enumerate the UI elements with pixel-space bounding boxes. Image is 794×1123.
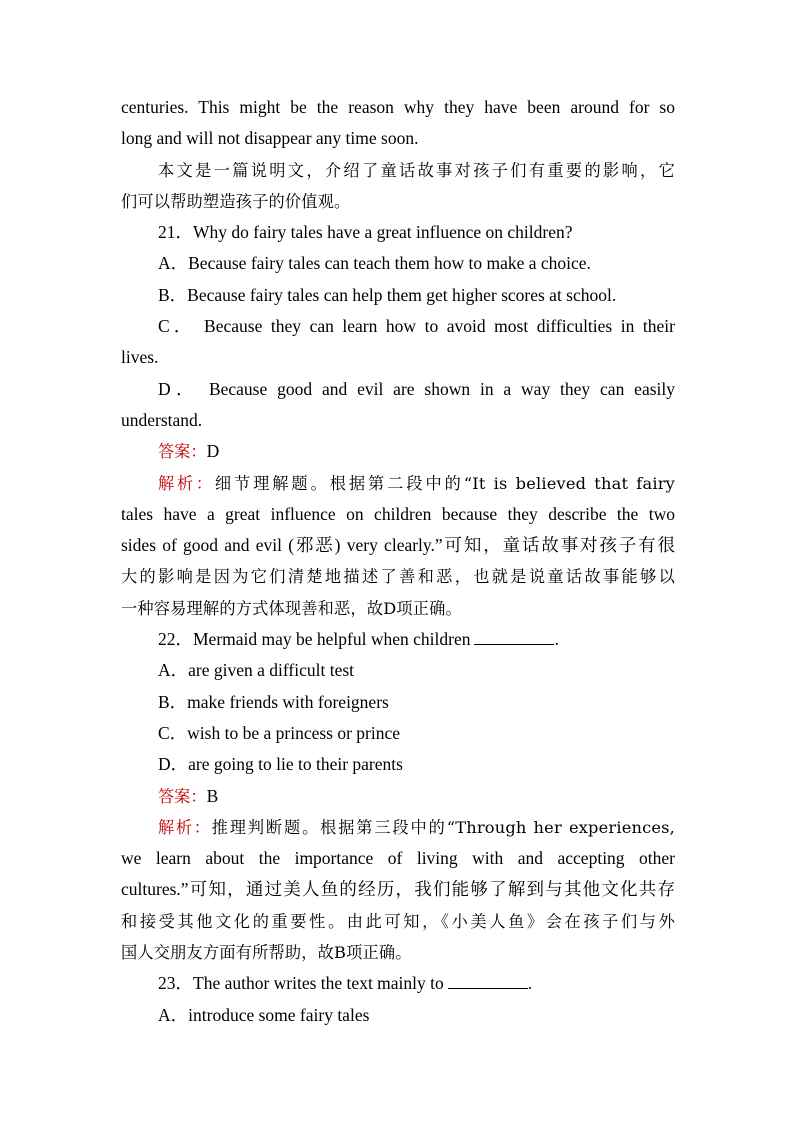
- q21-option-a: A．Because fairy tales can teach them how to make a choice.: [158, 253, 591, 274]
- q22-option-d: D．are going to lie to their parents: [158, 754, 403, 775]
- q21-analysis: [121, 468, 675, 499]
- summary-line: 们可以帮助塑造孩子的价值观。: [121, 191, 351, 211]
- stem-text: 22．Mermaid may be helpful when children: [158, 629, 471, 650]
- analysis-text: 细节理解题。根据第二段中的“It is believed that fairy: [214, 473, 675, 493]
- question-23-stem: [121, 968, 675, 999]
- q21-option-d-cont: understand.: [121, 409, 203, 430]
- analysis-line: 一种容易理解的方式体现善和恶，故D项正确。: [121, 598, 462, 618]
- q22-option-a: A．are given a difficult test: [158, 660, 355, 681]
- answer-label: 答案：: [158, 786, 207, 806]
- q21-option-d: D． Because good and evil are shown in a way they can easily: [158, 378, 675, 399]
- stem-text: 23．The author writes the text mainly to: [158, 973, 444, 994]
- q22-answer: [121, 781, 675, 812]
- answer-blank: [448, 972, 528, 989]
- answer-value: D: [206, 441, 220, 462]
- q22-option-c: C．wish to be a princess or prince: [158, 722, 401, 743]
- passage-line: long and will not disappear any time soon.: [121, 128, 419, 149]
- question-21-stem: 21．Why do fairy tales have a great influence on children?: [158, 222, 573, 243]
- analysis-line: sides of good and evil (邪恶) very clearly.”可知，童话故事对孩子有很: [121, 535, 675, 556]
- q22-option-b: B．make friends with foreigners: [158, 691, 389, 712]
- passage-line: centuries. This might be the reason why they have been around for so: [121, 97, 675, 117]
- q23-option-a: A．introduce some fairy tales: [158, 1004, 370, 1025]
- analysis-line: we learn about the importance of living with and accepting other: [121, 848, 675, 869]
- stem-end: .: [554, 629, 559, 650]
- q21-option-c: C． Because they can learn how to avoid most difficulties in their: [158, 316, 675, 337]
- q21-option-c-cont: lives.: [121, 347, 159, 368]
- q22-analysis: [121, 812, 675, 843]
- analysis-line: tales have a great influence on children because they describe the two: [121, 503, 675, 524]
- question-22-stem: [121, 624, 675, 655]
- analysis-text: 推理判断题。根据第三段中的“Through her experiences,: [211, 817, 676, 837]
- analysis-label: 解析：: [158, 817, 212, 837]
- summary-line: 本文是一篇说明文，介绍了童话故事对孩子们有重要的影响，它: [158, 160, 675, 180]
- answer-label: 答案：: [158, 442, 207, 462]
- stem-end: .: [527, 973, 533, 994]
- q21-option-b: B．Because fairy tales can help them get higher scores at school.: [158, 284, 617, 305]
- analysis-line: 国人交朋友方面有所帮助，故B项正确。: [121, 943, 412, 963]
- analysis-label: 解析：: [158, 473, 215, 493]
- analysis-line: 大的影响是因为它们清楚地描述了善和恶，也就是说童话故事能够以: [121, 567, 675, 587]
- analysis-line: 和接受其他文化的重要性。由此可知，《小美人鱼》会在孩子们与外: [121, 911, 675, 931]
- q21-answer: [121, 436, 675, 467]
- answer-blank: [474, 628, 554, 645]
- document-page: [121, 92, 675, 1031]
- analysis-line: cultures.”可知，通过美人鱼的经历，我们能够了解到与其他文化共存: [121, 879, 675, 900]
- answer-value: B: [206, 785, 219, 806]
